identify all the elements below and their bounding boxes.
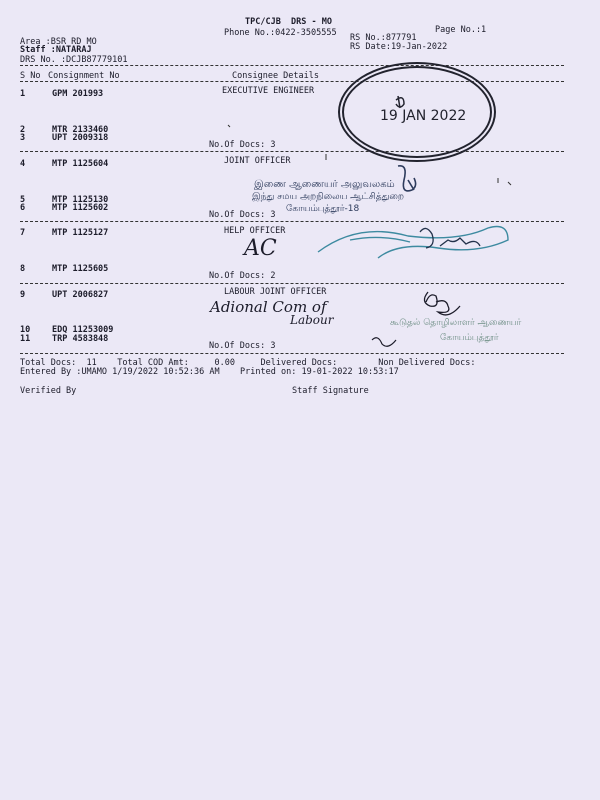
stamp-labour-line2: கோயம்புத்தூர் xyxy=(440,333,499,343)
row-sno: 6 xyxy=(20,203,26,213)
consignment-number: MTP 1125604 xyxy=(52,159,109,169)
column-sno: S No xyxy=(20,71,41,81)
stamp-office-line1: இணை ஆணையர் அலுவலகம் xyxy=(254,179,395,190)
docs-count: No.Of Docs: 2 xyxy=(209,271,276,281)
column-consignment: Consignment No xyxy=(48,71,120,81)
consignment-number: MTR 2133460 xyxy=(52,125,109,135)
row-sno: 4 xyxy=(20,159,26,169)
row-sno: 8 xyxy=(20,264,26,274)
stamp-office-line2: இந்து சமய அறநிலைய ஆட்சித்துறை xyxy=(252,192,405,202)
help-officer-signature: AC xyxy=(244,236,277,261)
consignment-number: MTP 1125602 xyxy=(52,203,109,213)
labour-officer-signature xyxy=(424,292,460,315)
row-sno: 1 xyxy=(20,89,26,99)
entered-by-line: Entered By :UMAMO 1/19/2022 10:52:36 AM Printed on: 19-01-2022 10:53:17 xyxy=(20,367,399,377)
consignment-number: UPT 2009318 xyxy=(52,133,109,143)
stamp-labour-line1: கூடுதல் தொழிலாளர் ஆணையர் xyxy=(390,318,522,328)
row-sno: 9 xyxy=(20,290,26,300)
rs-date: RS Date:19-Jan-2022 xyxy=(350,42,448,52)
consignment-number: TRP 4583848 xyxy=(52,334,109,344)
row-sno: 10 xyxy=(20,325,31,335)
row-sno: 5 xyxy=(20,195,26,205)
staff-signature-label: Staff Signature xyxy=(292,386,369,396)
consignee-name: LABOUR JOINT OFFICER xyxy=(224,287,327,297)
stamp-office-line3: கோயம்புத்தூர்-18 xyxy=(286,204,360,214)
area-label: Area :BSR RD MO xyxy=(20,37,97,47)
phone-number: Phone No.:0422-3505555 xyxy=(224,28,337,38)
consignment-number: EDQ 11253009 xyxy=(52,325,114,335)
row-sno: 7 xyxy=(20,228,26,238)
labour-officer-mark xyxy=(372,338,396,347)
consignee-name: HELP OFFICER xyxy=(224,226,286,236)
rs-number: RS No.:877791 xyxy=(350,33,417,43)
labour-handwriting-line1: Adional Com of xyxy=(210,298,327,316)
help-officer-stamp-scrawl xyxy=(318,227,508,259)
consignment-number: MTP 1125605 xyxy=(52,264,109,274)
consignee-name: JOINT OFFICER xyxy=(224,156,291,166)
labour-handwriting-line2: Labour xyxy=(290,313,334,327)
staff-label: Staff :NATARAJ xyxy=(20,45,92,55)
row-sno: 11 xyxy=(20,334,31,344)
verified-by-label: Verified By xyxy=(20,386,77,396)
docs-count: No.Of Docs: 3 xyxy=(209,210,276,220)
row-sno: 2 xyxy=(20,125,26,135)
consignment-number: GPM 201993 xyxy=(52,89,104,99)
consignment-number: MTP 1125127 xyxy=(52,228,109,238)
consignee-name: EXECUTIVE ENGINEER xyxy=(222,86,315,96)
docs-count: No.Of Docs: 3 xyxy=(209,140,276,150)
stamp-date: 19 JAN 2022 xyxy=(380,108,467,124)
consignment-number: MTP 1125130 xyxy=(52,195,109,205)
row-sno: 3 xyxy=(20,133,26,143)
docs-count: No.Of Docs: 3 xyxy=(209,341,276,351)
document-title: TPC/CJB DRS - MO xyxy=(245,17,332,27)
joint-officer-signature xyxy=(398,166,416,191)
column-consignee: Consignee Details xyxy=(232,71,319,81)
page-number: Page No.:1 xyxy=(435,25,487,35)
totals-line: Total Docs: 11 Total COD Amt: 0.00 Delivered Docs: Non Delivered Docs: xyxy=(20,358,476,368)
consignment-number: UPT 2006827 xyxy=(52,290,109,300)
drs-number: DRS No. :DCJB87779101 xyxy=(20,55,128,65)
stamp-initials xyxy=(396,96,404,108)
stray-marks xyxy=(228,125,511,185)
